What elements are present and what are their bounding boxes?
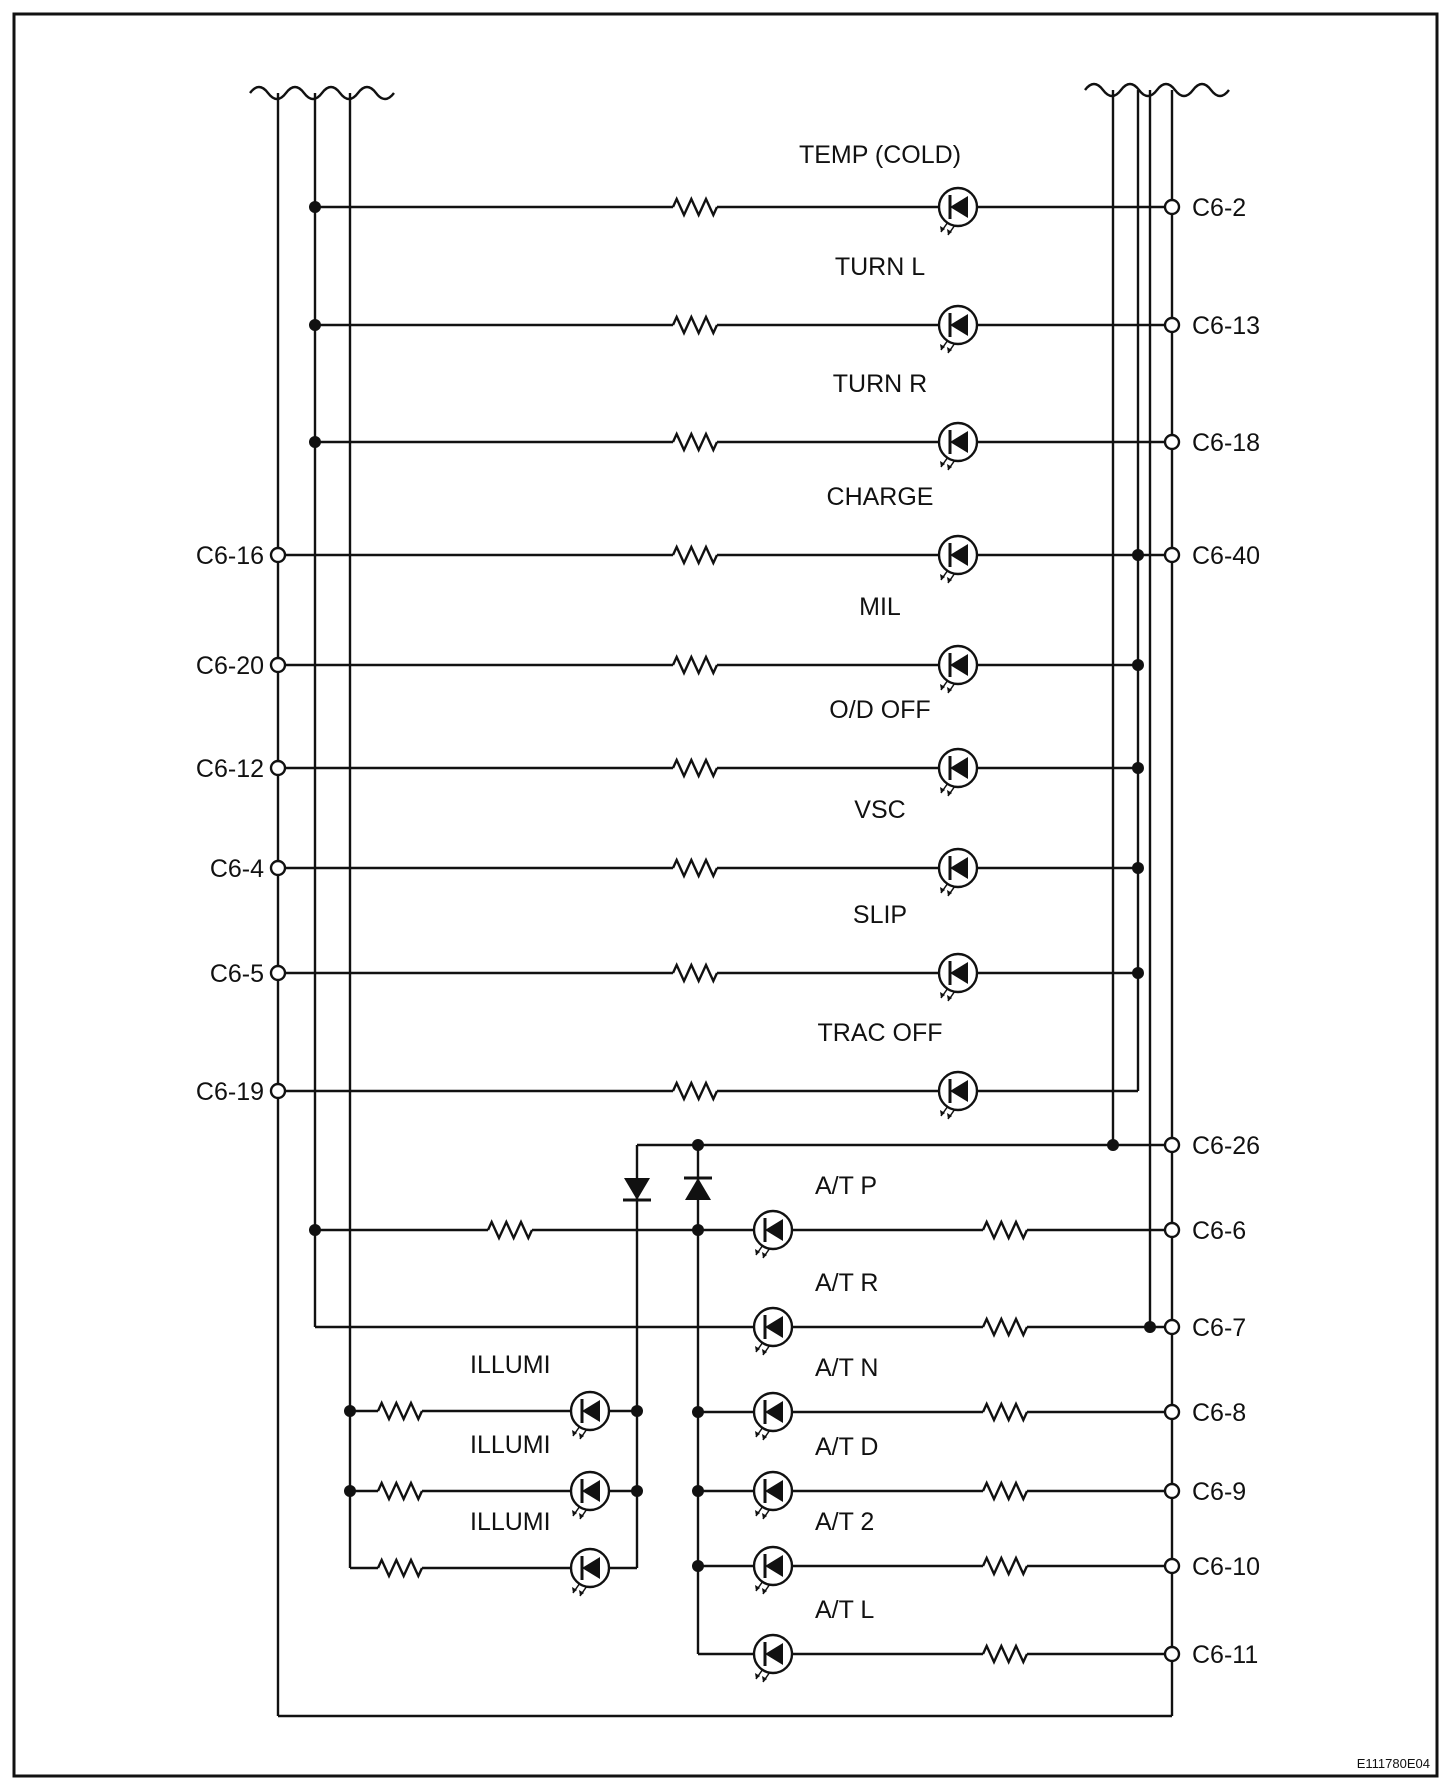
resistor	[673, 317, 717, 333]
figure-id: E111780E04	[1356, 1756, 1430, 1771]
led	[754, 1635, 792, 1682]
indicator-label: A/T N	[815, 1354, 879, 1382]
indicator-label: TEMP (COLD)	[798, 141, 962, 169]
resistor	[488, 1222, 532, 1238]
connector-terminal	[271, 658, 285, 672]
indicator-label: TRAC OFF	[817, 1019, 943, 1047]
right-terminal-label: C6-18	[1192, 429, 1261, 457]
led	[939, 1072, 977, 1119]
junction-dot	[692, 1224, 704, 1236]
led	[754, 1547, 792, 1594]
indicator-label: O/D OFF	[829, 696, 931, 724]
labels	[196, 141, 1260, 1669]
right-terminal-label: C6-6	[1192, 1217, 1247, 1245]
right-terminal-label: C6-7	[1192, 1314, 1247, 1342]
resistor	[983, 1558, 1027, 1574]
right-terminal-label: C6-11	[1192, 1641, 1259, 1669]
left-terminal-label: C6-16	[195, 542, 264, 570]
connector-terminal	[1165, 1223, 1179, 1237]
left-terminal-label: C6-12	[195, 755, 264, 783]
resistor	[983, 1483, 1027, 1499]
connector-terminal	[1165, 1484, 1179, 1498]
indicator-label: TURN L	[834, 253, 926, 281]
junction-dot	[309, 201, 321, 213]
connector-terminal	[271, 966, 285, 980]
junction-dot	[1132, 659, 1144, 671]
junction-dot	[1132, 967, 1144, 979]
junction-dot	[1132, 762, 1144, 774]
indicator-label: A/T D	[815, 1433, 879, 1461]
indicator-label: A/T R	[815, 1269, 879, 1297]
junction-dot	[309, 1224, 321, 1236]
junction-dot	[344, 1405, 356, 1417]
left-terminal-label: C6-19	[195, 1078, 264, 1106]
resistor	[673, 434, 717, 450]
junction-dot	[631, 1405, 643, 1417]
right-terminal-label: C6-26	[1192, 1132, 1261, 1160]
right-terminal-label: C6-9	[1192, 1478, 1247, 1506]
led	[939, 306, 977, 353]
connector-terminal	[1165, 200, 1179, 214]
led	[939, 749, 977, 796]
led	[939, 646, 977, 693]
junction-dot	[1144, 1321, 1156, 1333]
connector-terminal	[1165, 1405, 1179, 1419]
resistor	[378, 1560, 422, 1576]
junction-dot	[344, 1485, 356, 1497]
led	[939, 849, 977, 896]
left-terminal-label: C6-20	[195, 652, 264, 680]
connector-terminal	[1165, 1138, 1179, 1152]
resistor	[983, 1404, 1027, 1420]
indicator-label: A/T P	[815, 1172, 878, 1200]
connector-terminal	[1165, 318, 1179, 332]
connector-terminal	[271, 861, 285, 875]
led	[754, 1472, 792, 1519]
junction-dot	[692, 1406, 704, 1418]
resistor	[983, 1319, 1027, 1335]
resistor	[378, 1483, 422, 1499]
resistor	[673, 760, 717, 776]
indicator-label: ILLUMI	[470, 1431, 551, 1459]
resistor	[673, 1083, 717, 1099]
junction-dot	[309, 319, 321, 331]
connector-terminal	[1165, 548, 1179, 562]
junction-dot	[309, 436, 321, 448]
indicator-label: TURN R	[832, 370, 928, 398]
junction-dot	[692, 1560, 704, 1572]
led	[571, 1392, 609, 1439]
led	[939, 188, 977, 235]
connector-terminal	[1165, 435, 1179, 449]
indicator-label: VSC	[854, 796, 906, 824]
diode	[623, 1178, 651, 1200]
break-line	[250, 87, 394, 99]
left-terminal-label: C6-4	[209, 855, 264, 883]
components	[271, 188, 1179, 1682]
outer-frame	[14, 14, 1437, 1776]
connector-terminal	[271, 761, 285, 775]
led	[571, 1549, 609, 1596]
resistor	[983, 1646, 1027, 1662]
led	[939, 423, 977, 470]
junction-dot	[631, 1485, 643, 1497]
connector-terminal	[271, 1084, 285, 1098]
led	[571, 1472, 609, 1519]
resistor	[673, 199, 717, 215]
indicator-label: A/T L	[815, 1596, 875, 1624]
resistor	[673, 860, 717, 876]
resistor	[673, 657, 717, 673]
resistor	[378, 1403, 422, 1419]
indicator-label: SLIP	[852, 901, 908, 929]
right-terminal-label: C6-40	[1192, 542, 1261, 570]
right-terminal-label: C6-13	[1192, 312, 1261, 340]
right-terminal-label: C6-8	[1192, 1399, 1247, 1427]
connector-terminal	[271, 548, 285, 562]
connector-terminal	[1165, 1559, 1179, 1573]
junction-dot	[692, 1485, 704, 1497]
led	[754, 1211, 792, 1258]
break-line	[1085, 84, 1229, 96]
connector-terminal	[1165, 1647, 1179, 1661]
indicator-label: MIL	[859, 593, 901, 621]
connector-terminal	[1165, 1320, 1179, 1334]
resistor	[673, 965, 717, 981]
indicator-label: A/T 2	[815, 1508, 875, 1536]
junction-dot	[1132, 549, 1144, 561]
indicator-label: CHARGE	[826, 483, 934, 511]
wires	[250, 84, 1229, 1716]
junction-dot	[1107, 1139, 1119, 1151]
indicator-label: ILLUMI	[470, 1351, 551, 1379]
led	[754, 1308, 792, 1355]
junction-dot	[692, 1139, 704, 1151]
right-terminal-label: C6-10	[1192, 1553, 1261, 1581]
right-terminal-label: C6-2	[1192, 194, 1247, 222]
led	[939, 954, 977, 1001]
led	[939, 536, 977, 583]
led	[754, 1393, 792, 1440]
left-terminal-label: C6-5	[209, 960, 264, 988]
junction-dot	[1132, 862, 1144, 874]
resistor	[673, 547, 717, 563]
resistor	[983, 1222, 1027, 1238]
diode	[684, 1178, 712, 1200]
indicator-label: ILLUMI	[470, 1508, 551, 1536]
